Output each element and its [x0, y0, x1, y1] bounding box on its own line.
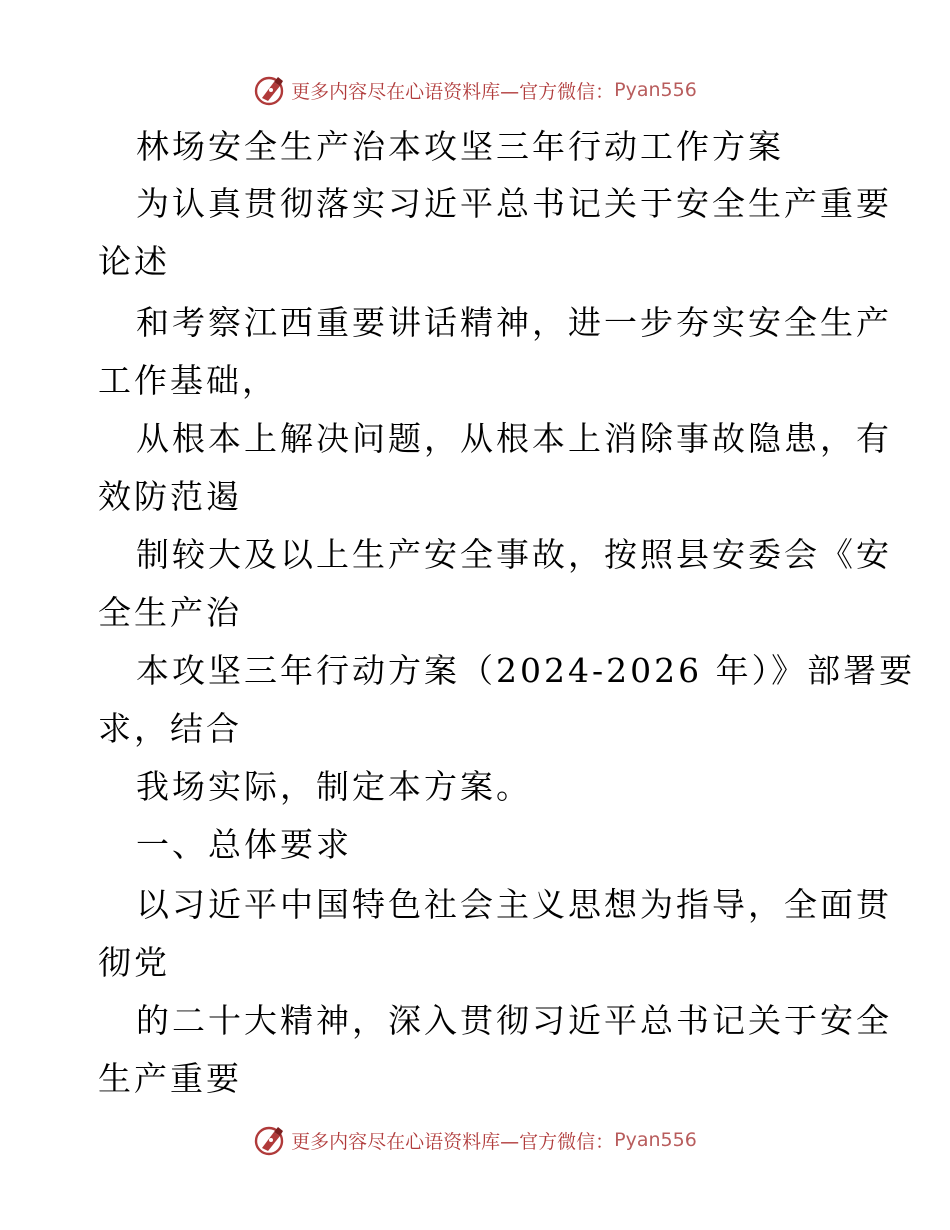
- header-watermark-banner: [0, 70, 950, 110]
- banner-wechat-id: Pyan556: [614, 79, 697, 101]
- section-heading: 一、总体要求: [136, 825, 352, 864]
- text-line: 我场实际，制定本方案。: [136, 767, 532, 806]
- banner-wechat-id: Pyan556: [614, 1129, 697, 1151]
- text-line: 制较大及以上生产安全事故，按照县安委会《安: [136, 535, 892, 574]
- text-line: 全生产治: [98, 593, 242, 632]
- pen-nib-icon: [253, 73, 287, 107]
- text-line: 的二十大精神，深入贯彻习近平总书记关于安全: [136, 1001, 892, 1040]
- text-line: 效防范遏: [98, 477, 242, 516]
- text-line: 工作基础，: [98, 361, 278, 400]
- text-line: 生产重要: [98, 1059, 242, 1098]
- document-title: 林场安全生产治本攻坚三年行动工作方案: [136, 127, 784, 166]
- pen-nib-icon: [253, 1123, 287, 1157]
- text-line: 本攻坚三年行动方案（2024-2026 年）》部署要: [136, 651, 916, 690]
- text-line: 以习近平中国特色社会主义思想为指导，全面贯: [136, 885, 892, 924]
- text-line: 论述: [98, 242, 170, 281]
- text-line: 从根本上解决问题，从根本上消除事故隐患，有: [136, 419, 892, 458]
- text-line: 为认真贯彻落实习近平总书记关于安全生产重要: [136, 184, 892, 223]
- banner-text: 更多内容尽在心语资料库—官方微信：: [291, 80, 615, 103]
- footer-watermark-banner: [0, 1120, 950, 1160]
- banner-text: 更多内容尽在心语资料库—官方微信：: [291, 1130, 615, 1153]
- text-line: 和考察江西重要讲话精神，进一步夯实安全生产: [136, 303, 892, 342]
- text-line: 求，结合: [98, 709, 242, 748]
- text-line: 彻党: [98, 943, 170, 982]
